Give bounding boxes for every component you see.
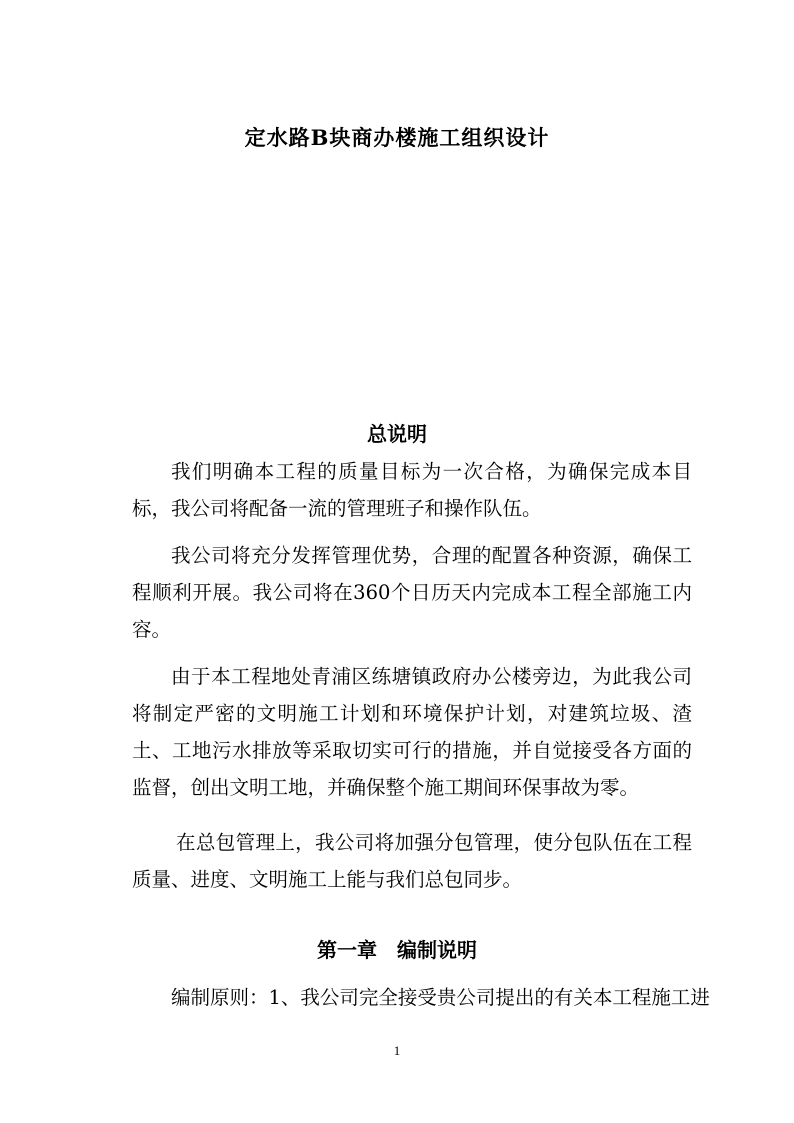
- paragraph-quality-goal: 我们明确本工程的质量目标为一次合格，为确保完成本目标，我公司将配备一流的管理班子和操作队伍。: [132, 460, 692, 520]
- paragraph-environment: 由于本工程地处青浦区练塘镇政府办公楼旁边，为此我公司将制定严密的文明施工计划和环境保护计划，对建筑垃圾、渣土、工地污水排放等采取切实可行的措施，并自觉接受各方面的监督，创出文明工地，并确保整个施工期间环保事故为零。: [132, 665, 692, 799]
- paragraph-subcontract-management: 在总包管理上，我公司将加强分包管理，使分包队伍在工程质量、进度、文明施工上能与我们总包同步。: [132, 831, 692, 891]
- general-notes-heading: 总说明: [367, 422, 427, 446]
- paragraph-schedule: 我公司将充分发挥管理优势，合理的配置各种资源，确保工程顺利开展。我公司将在360个日历天内完成本工程全部施工内容。: [132, 544, 692, 641]
- document-title: 定水路B块商办楼施工组织设计: [244, 125, 550, 150]
- chapter-first-line: 编制原则：1、我公司完全接受贵公司提出的有关本工程施工进: [171, 986, 710, 1009]
- chapter-heading: 第一章 编制说明: [317, 938, 477, 962]
- page-number: 1: [393, 1043, 401, 1058]
